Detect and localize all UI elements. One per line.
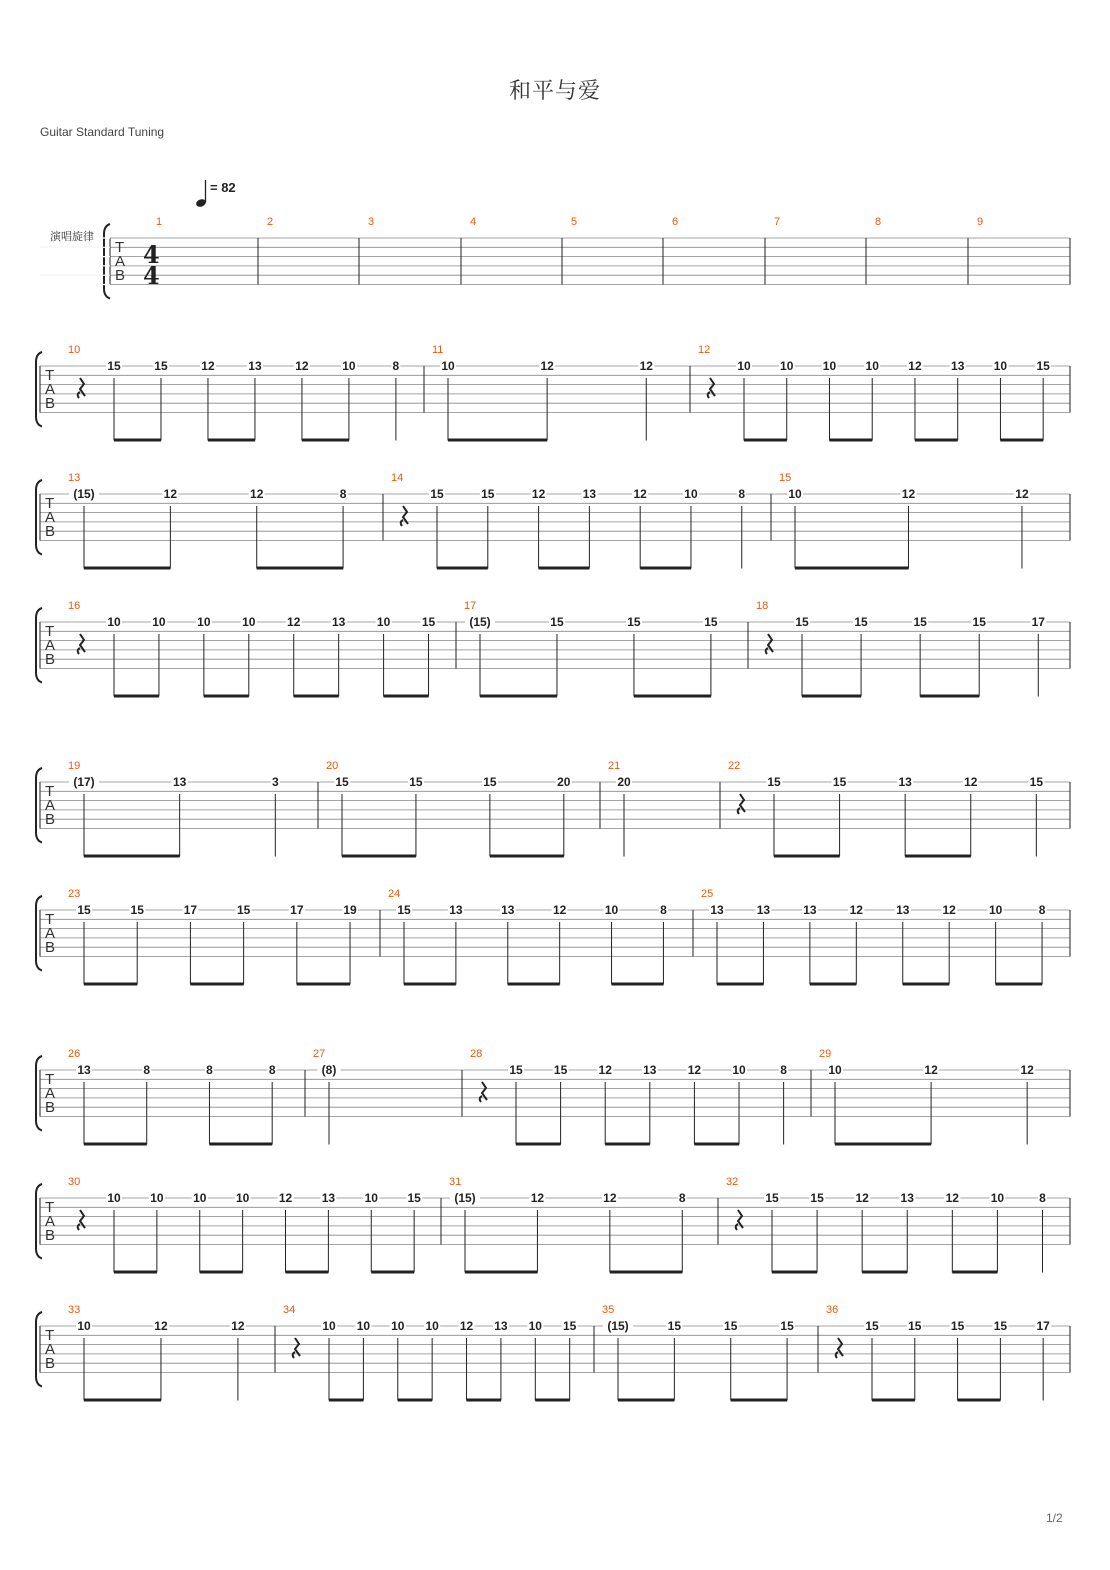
measure-number: 26 (68, 1048, 81, 1060)
fret-number: 15 (908, 1319, 922, 1333)
tab-clef-letter: T (45, 1071, 55, 1088)
fret-number: 15 (780, 1319, 794, 1333)
system-bracket (36, 352, 42, 427)
beam (371, 1271, 414, 1274)
tab-clef-letter: B (45, 651, 56, 668)
measure-number: 27 (313, 1048, 326, 1060)
fret-number: 13 (710, 903, 724, 917)
fret-number: 10 (737, 359, 751, 373)
fret-number: 12 (598, 1063, 612, 1077)
beam (114, 439, 161, 442)
fret-number: 15 (335, 775, 349, 789)
fret-number: 8 (780, 1063, 787, 1077)
tab-clef-letter: A (115, 253, 126, 270)
fret-number: 15 (481, 487, 495, 501)
tab-clef-letter: T (45, 911, 55, 928)
fret-number: 12 (531, 487, 546, 501)
fret-number: 8 (143, 1063, 151, 1077)
beam (329, 1399, 363, 1402)
measure-number: 13 (68, 472, 81, 484)
beam (810, 983, 856, 986)
beam (516, 1143, 561, 1146)
fret-number: 13 (951, 359, 965, 373)
fret-number: 12 (459, 1319, 474, 1333)
system-bracket (36, 608, 42, 683)
measure-number: 18 (756, 600, 769, 612)
fret-number: 13 (449, 903, 463, 917)
tab-clef-letter: A (45, 509, 56, 526)
fret-number: 10 (684, 487, 698, 501)
beam (802, 695, 861, 698)
fret-number: 10 (441, 359, 455, 373)
fret-number: (15) (469, 615, 491, 629)
system-bracket (36, 1056, 42, 1131)
measure-number: 23 (68, 888, 81, 900)
fret-number: 17 (290, 903, 304, 917)
beam (717, 983, 763, 986)
fret-number: 15 (724, 1319, 738, 1333)
beam (465, 1271, 537, 1274)
beam (490, 855, 564, 858)
fret-number: 15 (993, 1319, 1008, 1333)
beam (200, 1271, 243, 1274)
beam (342, 855, 416, 858)
fret-number: 8 (660, 903, 667, 917)
tab-clef-letter: B (45, 939, 56, 956)
fret-number: 12 (639, 359, 653, 373)
system-bracket (104, 224, 110, 299)
measure-number: 21 (608, 760, 621, 772)
beam (915, 439, 958, 442)
fret-number: 10 (107, 615, 121, 629)
fret-number: 10 (988, 903, 1003, 917)
beam (535, 1399, 569, 1402)
beam (286, 1271, 329, 1274)
fret-number: 15 (421, 615, 436, 629)
fret-number: 10 (391, 1319, 405, 1333)
fret-number: 15 (407, 1191, 421, 1205)
tab-clef-letter: T (45, 367, 55, 384)
beam (257, 567, 343, 570)
beam (448, 439, 547, 442)
fret-number: 13 (582, 487, 597, 501)
beam (539, 567, 590, 570)
fret-number: 13 (756, 903, 771, 917)
fret-number: 15 (854, 615, 868, 629)
fret-number: 8 (738, 487, 746, 501)
beam (84, 983, 137, 986)
beam (84, 1399, 161, 1402)
measure-number: 35 (602, 1304, 615, 1316)
beam (640, 567, 691, 570)
beam (384, 695, 429, 698)
measure-number: 6 (672, 216, 679, 228)
beam (302, 439, 349, 442)
tab-clef-letter: A (45, 797, 56, 814)
measure-number: 9 (977, 216, 984, 228)
fret-number: 12 (908, 359, 922, 373)
measure-number: 20 (326, 760, 339, 772)
fret-number: 10 (732, 1063, 746, 1077)
fret-number: 10 (528, 1319, 542, 1333)
fret-number: 10 (993, 359, 1008, 373)
measure-number: 14 (391, 472, 404, 484)
beam (480, 695, 557, 698)
beam (829, 439, 872, 442)
fret-number: 10 (788, 487, 802, 501)
measure-number: 31 (449, 1176, 462, 1188)
beam (958, 1399, 1001, 1402)
tab-clef-letter: B (45, 1227, 56, 1244)
fret-number: 15 (832, 775, 847, 789)
tab-clef-letter: B (45, 811, 56, 828)
system-bracket (36, 480, 42, 555)
fret-number: 12 (287, 615, 301, 629)
beam (634, 695, 711, 698)
fret-number: 13 (248, 359, 262, 373)
fret-number: 8 (1038, 903, 1046, 917)
fret-number: 12 (855, 1191, 869, 1205)
quarter-rest (480, 1082, 487, 1102)
tab-clef-letter: A (45, 1341, 56, 1358)
quarter-rest (736, 1210, 743, 1230)
fret-number: 8 (1039, 1191, 1046, 1205)
tab-clef-letter: B (115, 267, 126, 284)
fret-number: 15 (430, 487, 444, 501)
fret-number: 8 (678, 1191, 686, 1205)
measure-number: 19 (68, 760, 81, 772)
fret-number: 15 (972, 615, 986, 629)
beam (872, 1399, 915, 1402)
fret-number: 17 (183, 903, 198, 917)
beam (605, 1143, 650, 1146)
tab-clef-letter: A (45, 1085, 56, 1102)
fret-number: 15 (107, 359, 121, 373)
system-bracket (36, 768, 42, 843)
beam (114, 695, 159, 698)
fret-number: (17) (73, 775, 95, 789)
fret-number: 20 (557, 775, 571, 789)
fret-number: 12 (633, 487, 647, 501)
fret-number: 10 (107, 1191, 121, 1205)
tab-clef-letter: A (45, 925, 56, 942)
beam (774, 855, 840, 858)
fret-number: 15 (765, 1191, 779, 1205)
fret-number: 10 (235, 1191, 250, 1205)
fret-number: 12 (250, 487, 264, 501)
fret-number: 10 (322, 1319, 336, 1333)
fret-number: 15 (509, 1063, 523, 1077)
measure-number: 8 (875, 216, 882, 228)
fret-number: 10 (865, 359, 879, 373)
fret-number: 12 (540, 359, 554, 373)
beam (612, 983, 664, 986)
fret-number: 15 (483, 775, 497, 789)
fret-number: 8 (206, 1063, 213, 1077)
beam (1000, 439, 1043, 442)
fret-number: 12 (552, 903, 567, 917)
beam (731, 1399, 787, 1402)
measure-number: 15 (779, 472, 792, 484)
fret-number: 15 (1036, 359, 1050, 373)
beam (996, 983, 1042, 986)
fret-number: 15 (553, 1063, 568, 1077)
system-bracket (36, 896, 42, 971)
measure-number: 17 (464, 600, 477, 612)
measure-number: 10 (68, 344, 81, 356)
fret-number: 10 (152, 615, 166, 629)
measure-number: 5 (571, 216, 578, 228)
beam (610, 1271, 682, 1274)
beam (862, 1271, 907, 1274)
fret-number: 15 (563, 1319, 577, 1333)
fret-number: 15 (236, 903, 251, 917)
time-signature-bottom: 4 (143, 261, 160, 290)
tab-clef-letter: A (45, 381, 56, 398)
beam (204, 695, 249, 698)
page-number: 1/2 (1046, 1511, 1063, 1525)
fret-number: 12 (163, 487, 178, 501)
fret-number: 17 (1031, 615, 1045, 629)
beam (920, 695, 979, 698)
beam (190, 983, 243, 986)
fret-number: 17 (1036, 1319, 1050, 1333)
fret-number: 12 (849, 903, 863, 917)
fret-number: 10 (425, 1319, 439, 1333)
fret-number: 15 (795, 615, 809, 629)
fret-number: 15 (154, 359, 168, 373)
beam (114, 1271, 157, 1274)
fret-number: 20 (617, 775, 631, 789)
beam (437, 567, 488, 570)
tab-clef-letter: B (45, 395, 56, 412)
fret-number: 8 (339, 487, 347, 501)
beam (618, 1399, 674, 1402)
fret-number: 10 (990, 1191, 1005, 1205)
tab-clef-letter: T (45, 495, 55, 512)
fret-number: 13 (77, 1063, 91, 1077)
fret-number: 12 (1015, 487, 1029, 501)
measure-number: 36 (826, 1304, 839, 1316)
fret-number: 12 (295, 359, 309, 373)
fret-number: 10 (150, 1191, 164, 1205)
tempo-value: = 82 (210, 180, 236, 195)
tab-clef-letter: T (45, 1199, 55, 1216)
fret-number: 15 (810, 1191, 824, 1205)
quarter-rest (708, 378, 715, 398)
beam (404, 983, 456, 986)
fret-number: 15 (130, 903, 144, 917)
fret-number: 10 (364, 1191, 378, 1205)
fret-number: 10 (780, 359, 794, 373)
tab-clef-letter: B (45, 1355, 56, 1372)
system-bracket (36, 1184, 42, 1259)
fret-number: 19 (343, 903, 357, 917)
fret-number: (15) (607, 1319, 629, 1333)
beam (903, 983, 949, 986)
time-signature-top: 4 (143, 240, 160, 269)
measure-number: 28 (470, 1048, 483, 1060)
beam (294, 695, 339, 698)
fret-number: 12 (945, 1191, 959, 1205)
fret-number: (15) (73, 487, 95, 501)
tab-clef-letter: T (45, 783, 55, 800)
fret-number: 13 (896, 903, 910, 917)
measure-number: 7 (774, 216, 781, 228)
quarter-rest (78, 634, 85, 654)
fret-number: 13 (321, 1191, 336, 1205)
fret-number: 15 (77, 903, 91, 917)
measure-number: 25 (701, 888, 714, 900)
measure-number: 22 (728, 760, 741, 772)
fret-number: 15 (1029, 775, 1044, 789)
fret-number: 15 (397, 903, 411, 917)
fret-number: 10 (356, 1319, 371, 1333)
fret-number: 13 (803, 903, 817, 917)
fret-number: 10 (197, 615, 211, 629)
quarter-rest (738, 794, 745, 814)
tab-clef-letter: B (45, 1099, 56, 1116)
fret-number: 10 (342, 359, 356, 373)
fret-number: 15 (627, 615, 641, 629)
measure-number: 30 (68, 1176, 81, 1188)
fret-number: 12 (964, 775, 978, 789)
fret-number: 13 (643, 1063, 657, 1077)
beam (508, 983, 560, 986)
fret-number: 12 (924, 1063, 938, 1077)
fret-number: 8 (392, 359, 400, 373)
beam (952, 1271, 997, 1274)
quarter-rest (401, 506, 408, 526)
fret-number: 13 (900, 1191, 914, 1205)
fret-number: 10 (242, 615, 256, 629)
beam (905, 855, 971, 858)
tab-clef-letter: A (45, 1213, 56, 1230)
measure-number: 2 (267, 216, 274, 228)
measure-number: 29 (819, 1048, 832, 1060)
fret-number: 12 (154, 1319, 168, 1333)
tuning-label: Guitar Standard Tuning (40, 125, 165, 139)
measure-number: 12 (698, 344, 711, 356)
beam (84, 855, 180, 858)
fret-number: 15 (704, 615, 718, 629)
measure-number: 16 (68, 600, 81, 612)
fret-number: 10 (828, 1063, 842, 1077)
beam (84, 567, 170, 570)
fret-number: 13 (331, 615, 346, 629)
measure-number: 4 (470, 216, 477, 228)
beam (795, 567, 908, 570)
fret-number: 10 (376, 615, 391, 629)
measure-number: 33 (68, 1304, 81, 1316)
beam (694, 1143, 739, 1146)
fret-number: 8 (268, 1063, 276, 1077)
fret-number: 12 (1020, 1063, 1034, 1077)
fret-number: 3 (271, 775, 279, 789)
fret-number: 12 (278, 1191, 293, 1205)
tab-clef-letter: T (45, 623, 55, 640)
tab-clef-letter: B (45, 523, 56, 540)
fret-number: 10 (77, 1319, 91, 1333)
fret-number: 15 (865, 1319, 879, 1333)
beam (467, 1399, 501, 1402)
beam (209, 1143, 272, 1146)
quarter-rest (293, 1338, 300, 1358)
fret-number: 15 (767, 775, 781, 789)
fret-number: 15 (950, 1319, 965, 1333)
measure-number: 3 (368, 216, 375, 228)
measure-number: 24 (388, 888, 401, 900)
fret-number: 10 (822, 359, 837, 373)
fret-number: 15 (550, 615, 564, 629)
beam (84, 1143, 147, 1146)
beam (835, 1143, 931, 1146)
fret-number: 12 (942, 903, 956, 917)
fret-number: 12 (901, 487, 916, 501)
quarter-rest (78, 378, 85, 398)
beam (744, 439, 787, 442)
tab-clef-letter: T (115, 239, 125, 256)
fret-number: (8) (321, 1063, 337, 1077)
measure-number: 1 (156, 216, 163, 228)
fret-number: 12 (687, 1063, 702, 1077)
system-bracket (36, 1312, 42, 1387)
measure-number: 32 (726, 1176, 739, 1188)
score-title: 和平与爱 (508, 79, 601, 104)
fret-number: (15) (454, 1191, 476, 1205)
fret-number: 10 (604, 903, 619, 917)
beam (297, 983, 350, 986)
beam (772, 1271, 817, 1274)
fret-number: 12 (530, 1191, 545, 1205)
quarter-rest (766, 634, 773, 654)
fret-number: 13 (898, 775, 912, 789)
fret-number: 13 (172, 775, 187, 789)
fret-number: 13 (501, 903, 515, 917)
fret-number: 15 (409, 775, 423, 789)
beam (208, 439, 255, 442)
fret-number: 12 (201, 359, 215, 373)
fret-number: 10 (193, 1191, 207, 1205)
measure-number: 11 (432, 344, 444, 356)
fret-number: 15 (913, 615, 927, 629)
beam (398, 1399, 432, 1402)
fret-number: 13 (494, 1319, 508, 1333)
tab-clef-letter: A (45, 637, 56, 654)
tab-clef-letter: T (45, 1327, 55, 1344)
fret-number: 12 (231, 1319, 245, 1333)
instrument-name: 演唱旋律 (50, 230, 94, 243)
fret-number: 15 (667, 1319, 682, 1333)
quarter-rest (78, 1210, 85, 1230)
measure-number: 34 (283, 1304, 296, 1316)
quarter-rest (836, 1338, 843, 1358)
fret-number: 12 (603, 1191, 617, 1205)
